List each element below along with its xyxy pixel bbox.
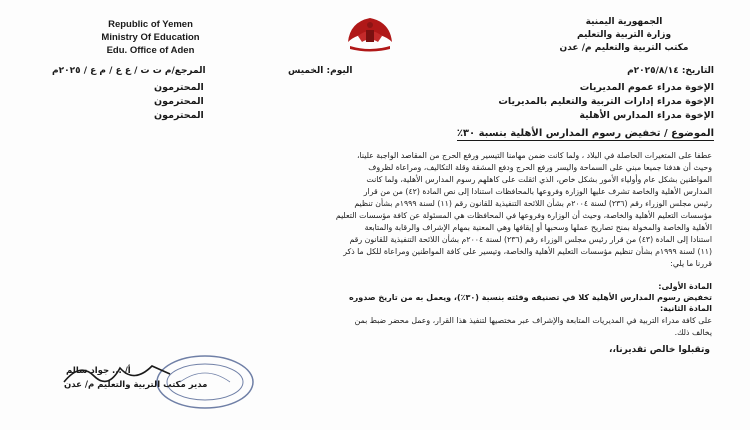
letterhead-line: Republic of Yemen <box>108 19 193 30</box>
subject-line: الموضوع / تخفيض رسوم المدارس الأهلية بنسبة ٣٠٪ <box>456 128 714 139</box>
recipient-row <box>154 82 714 96</box>
article-two-text: على كافة مدراء التربية في المديريات المتابعة والإشراف عبر مختصيها لتنفيذ هذا القرار، وعمل محضر ضبط بمن <box>354 316 712 325</box>
recipient-name: الإخوة مدراء المدارس الأهلية <box>579 110 714 121</box>
reference-row <box>30 66 720 80</box>
body-line: المواطنين بشكل عام وأولياء الأمور بشكل خاص، الذي اثقلت على كاهلهم رسوم المدارس الأهلية، ولما كانت <box>366 175 712 184</box>
body-line: الأهلية والخاصة والمخولة بمنح تصاريح عملها وسحبها أو إيقافها وهي المعنية بمهام الإشراف والرقابة والمتابعة <box>364 223 712 232</box>
body-line: وحيث أن هدفنا جميعا مبني على السماحة واليسر ورفع الحرج ودفع المشقة وقلة التكاليف، ومراعاة لظروف <box>368 163 712 172</box>
recipient-row <box>154 96 714 110</box>
letterhead-line: مكتب التربية والتعليم م/ عدن <box>559 43 689 53</box>
recipient-name: الإخوة مدراء عموم المديريات <box>579 82 714 93</box>
body-line: رئيس مجلس الوزراء رقم (٢٣٦) لسنة ٢٠٠٤م بشأن اللائحة التنفيذية للقانون رقم (١١) لسنة ١٩٩٩م بشأن تنظيم <box>354 199 712 208</box>
body-line: استنادا إلى المادة (٤٣) من قرار رئيس مجلس الوزراء رقم (٢٣٦) لسنة ٢٠٠٤م بشأن اللائحة التنفيذية للقانون رقم <box>349 235 712 244</box>
recipient-row <box>154 110 714 124</box>
article-one-text: تخفيض رسوم المدارس الأهلية كلا في تصنيفه وفئته بنسبة (٣٠٪)، ويعمل به من تاريخ صدوره <box>348 293 712 302</box>
signatory-name: أ/ ... جواد سالم <box>66 366 131 376</box>
body-line: قررنا ما يلي: <box>670 259 712 268</box>
recipient-honorific: المحترمون <box>154 96 204 107</box>
recipient-name: الإخوة مدراء إدارات التربية والتعليم بالمديريات <box>498 96 714 107</box>
yemen-emblem-icon <box>340 12 400 54</box>
body-line: المدارس الأهلية والخاصة تشرف عليها الوزارة وفروعها بالمحافظات استنادا إلى نص المادة (٤٢) من من قرار <box>363 187 712 196</box>
english-letterhead <box>88 18 213 57</box>
article-one-title: المادة الأولى: <box>658 282 712 291</box>
letterhead-line: وزارة التربية والتعليم <box>576 30 672 40</box>
body-line: (١١) لسنة ١٩٩٩م بشأن تنظيم مؤسسات التعليم الأهلية والخاصة، وتيسير على كافة المواطنين ومراعاة للكل ما ذكر <box>343 247 712 256</box>
body-line: عطفا على المتغيرات الحاصلة في البلاد ، ولما كانت ضمن مهامنا التيسير ورفع الحرج من المقاصد الواجبة علينا، <box>357 151 712 160</box>
reference-number: المرجع/م ت ت / ع ع / م ع / ٢٠٢٥م <box>52 66 206 76</box>
body-line: مؤسسات التعليم الأهلية والخاصة، وحيث أن الوزارة وفروعها في المحافظات هي المسئولة عن كافة مؤسسات التعليم <box>335 211 712 220</box>
letterhead-line: Ministry Of Education <box>101 32 200 43</box>
letterhead-line: الجمهورية اليمنية <box>585 17 663 27</box>
letter-body <box>60 150 712 270</box>
signatory-title: مدير مكتب التربية والتعليم م/ عدن <box>64 380 208 390</box>
day-label: اليوم: الخميس <box>288 66 353 76</box>
article-two-text: يخالف ذلك. <box>674 328 712 337</box>
recipient-honorific: المحترمون <box>154 82 204 93</box>
letterhead-line: Edu. Office of Aden <box>106 45 195 56</box>
closing-line: وتقبلوا خالص تقديرنا،، <box>609 345 710 355</box>
recipients-block <box>154 82 714 124</box>
recipient-honorific: المحترمون <box>154 110 204 121</box>
arabic-letterhead <box>534 16 714 55</box>
article-two-title: المادة الثانية: <box>659 304 712 313</box>
date-label: التاريخ: ٢٠٢٥/٨/١٤م <box>627 66 714 76</box>
